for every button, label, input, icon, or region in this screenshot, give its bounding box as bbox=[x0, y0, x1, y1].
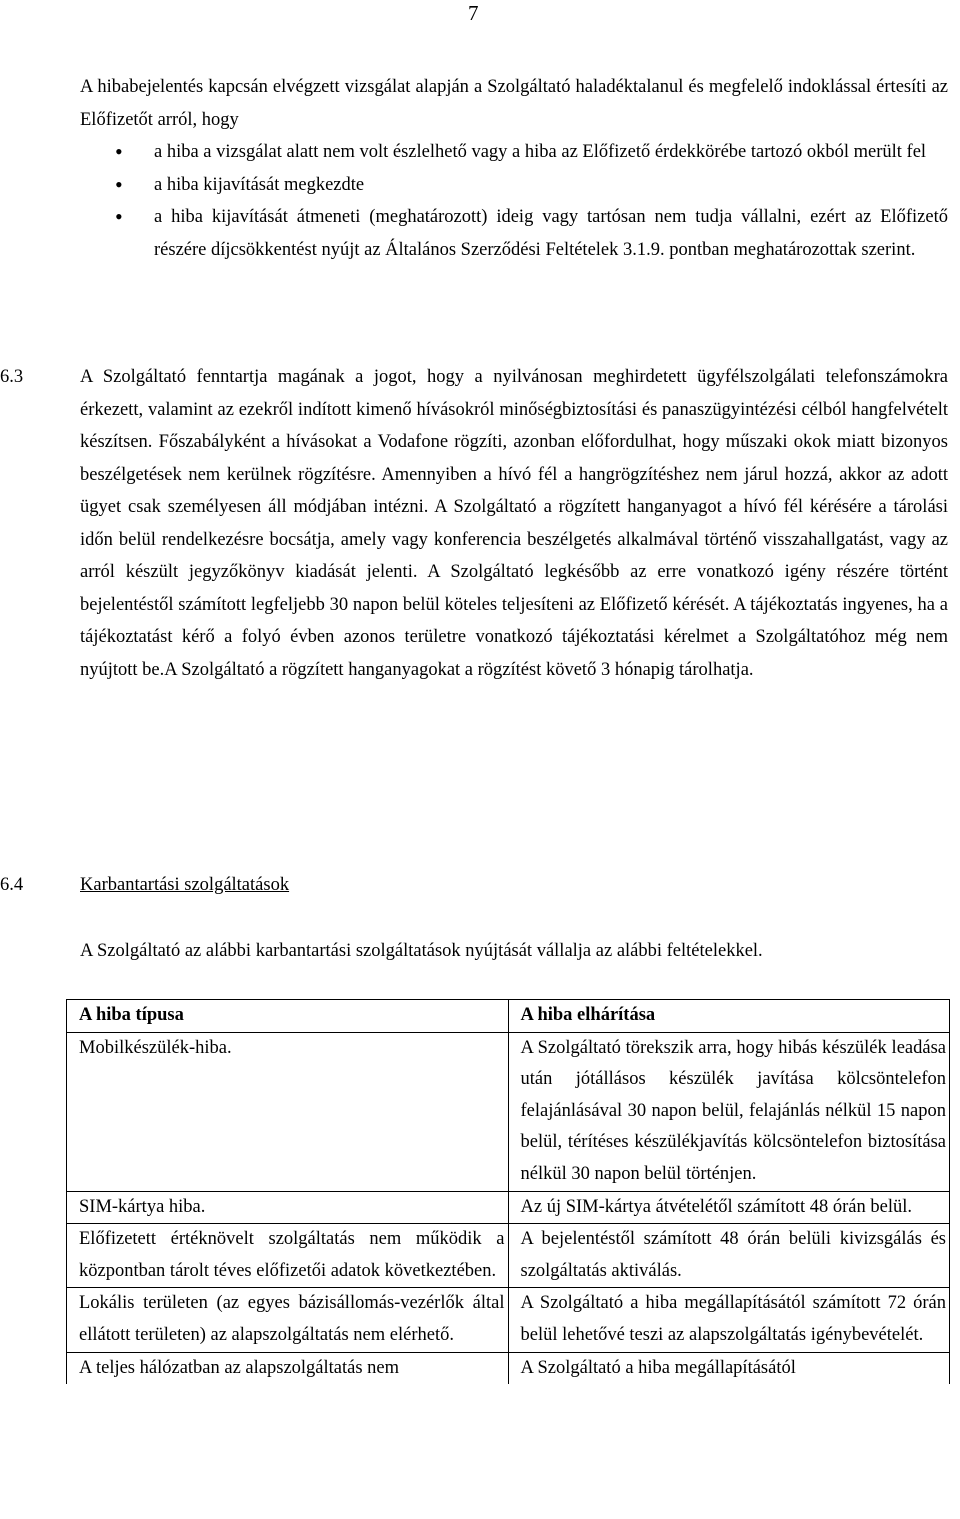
section-6-3-text: A Szolgáltató fenntartja magának a jogot, hogy a nyilvánosan meghirdetett ügyfélszolgálati telefonszámokra érkezett, valamint az ezekről indított kimenő hívásokról minőségbiztosítási és panaszügyintézési célból hangfelvételt készítsen. Főszabályként a hívásokat a Vodafone rögzíti, azonban előfordulhat, hogy műszaki okok miatt bizonyos beszélgetések nem kerülnek rögzítésre. Amennyiben a hívó fél a hangrögzítéshez nem járul hozzá, akkor az adott ügyet csak személyesen áll módjában intézni. A Szolgáltató a rögzített hanganyagot a hívó fél kérésére a tárolási időn belül rendelkezésre bocsátja, amely vagy konferencia beszélgetés alkalmával történő visszahallgatást, vagy az arról készült jegyzőkönyv kiadását jelenti. A Szolgáltató legkésőbb az erre vonatkozó igény részére történt bejelentéstől számított legfeljebb 30 napon belül köteles teljesíteni az Előfizető kérését. A tájékoztatás ingyenes, ha a tájékoztatást kérő a folyó évben azonos területre vonatkozó tájékoztatási kérelmet a Szolgáltatóhoz még nem nyújtott be.A Szolgáltató a rögzített hanganyagokat a rögzítést követő 3 hónapig tárolhatja. bbox=[80, 367, 948, 680]
bullet-item: • a hiba kijavítását megkezdte bbox=[115, 169, 948, 202]
table-cell: Az új SIM-kártya átvételétől számított 48 órán belül. bbox=[508, 1191, 950, 1224]
table-row bbox=[67, 1032, 950, 1191]
table-cell: A bejelentéstől számított 48 órán belüli kivizsgálás és szolgáltatás aktiválás. bbox=[508, 1224, 950, 1288]
bullet-item: • a hiba kijavítását átmeneti (meghatározott) ideig vagy tartósan nem tudja vállalni, ezért az Előfizető részére díjcsökkentést nyújt az Általános Szerződési Feltételek 3.1.9. pontban meghatározottak szerint. bbox=[115, 201, 948, 266]
table-cell: Mobilkészülék-hiba. bbox=[67, 1032, 509, 1191]
bullet-item: • a hiba a vizsgálat alatt nem volt észlelhető vagy a hiba az Előfizető érdekkörébe tartozó okból merült fel bbox=[115, 136, 948, 169]
table-cell: Előfizetett értéknövelt szolgáltatás nem működik a központban tárolt téves előfizetői adatok következtében. bbox=[67, 1224, 509, 1288]
section-number: 6.4 bbox=[0, 875, 24, 895]
section-6-4-intro: A Szolgáltató az alábbi karbantartási szolgáltatások nyújtását vállalja az alábbi feltételekkel. bbox=[80, 941, 763, 961]
table-row bbox=[67, 1352, 950, 1384]
table-row bbox=[67, 1191, 950, 1224]
intro-paragraph: A hibabejelentés kapcsán elvégzett vizsgálat alapján a Szolgáltató haladéktalanul és megfelelő indoklással értesíti az Előfizetőt arról, hogy bbox=[80, 77, 948, 130]
notification-bullet-list bbox=[115, 136, 948, 266]
table-row bbox=[67, 1288, 950, 1352]
table-cell: A Szolgáltató törekszik arra, hogy hibás készülék leadása után jótállásos készülék javítása kölcsöntelefon felajánlásával 30 napon belül, felajánlás nélkül 15 napon belül, térítéses készülékjavítás kölcsöntelefon biztosítása nélkül 30 napon belül történjen. bbox=[508, 1032, 950, 1191]
table-cell: Lokális területen (az egyes bázisállomás-vezérlők által ellátott területen) az alapszolgáltatás nem elérhető. bbox=[67, 1288, 509, 1352]
table-cell: SIM-kártya hiba. bbox=[67, 1191, 509, 1224]
table-header-row bbox=[67, 1000, 950, 1033]
column-header: A hiba elhárítása bbox=[508, 1000, 950, 1033]
table-cell: A Szolgáltató a hiba megállapításától bbox=[508, 1352, 950, 1384]
section-number: 6.3 bbox=[0, 367, 24, 387]
column-header: A hiba típusa bbox=[67, 1000, 509, 1033]
table-row bbox=[67, 1224, 950, 1288]
table-cell: A teljes hálózatban az alapszolgáltatás nem bbox=[67, 1352, 509, 1384]
section-title: Karbantartási szolgáltatások bbox=[80, 875, 290, 895]
page-number: 7 bbox=[468, 1, 479, 25]
maintenance-table bbox=[66, 999, 950, 1384]
table-cell: A Szolgáltató a hiba megállapításától számított 72 órán belül lehetővé teszi az alapszolgáltatás igénybevételét. bbox=[508, 1288, 950, 1352]
